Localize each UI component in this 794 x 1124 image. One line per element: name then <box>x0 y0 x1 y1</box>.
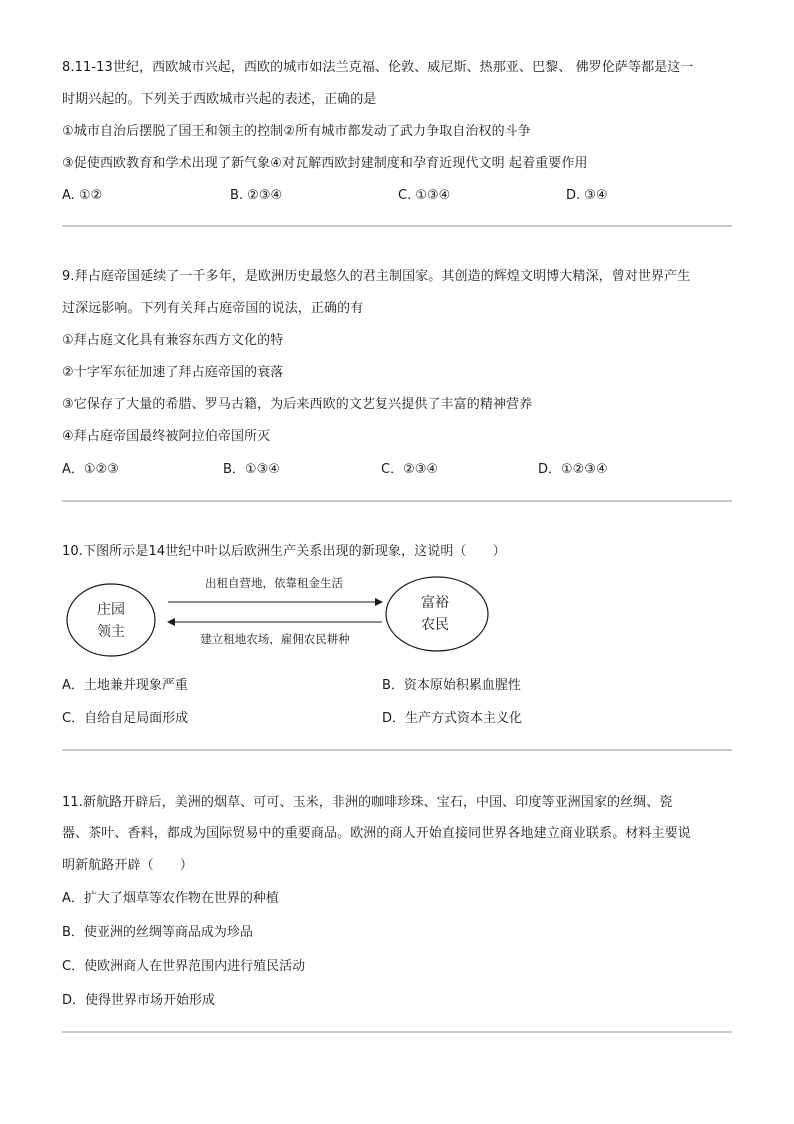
divider <box>62 1031 732 1033</box>
q8-statement-1-2: ①城市自治后摆脱了国王和领主的控制②所有城市都发动了武力争取自治权的斗争 <box>62 124 531 139</box>
q10-stem: 10.下图所示是14世纪中叶以后欧洲生产关系出现的新现象，这说明（ ） <box>62 544 506 559</box>
left-node-label-line2: 领主 <box>97 624 125 640</box>
q8-statement-3-4: ③促使西欧教育和学术出现了新气象④对瓦解西欧封建制度和孕育近现代文明 起着重要作用 <box>62 156 588 171</box>
q8-option-a[interactable]: A. ①② <box>62 188 103 203</box>
right-node-ellipse <box>386 577 488 651</box>
q9-statement-2: ②十字军东征加速了拜占庭帝国的衰落 <box>62 365 284 380</box>
q8-option-c[interactable]: C. ①③④ <box>398 188 451 203</box>
q9-stem-line1: 9.拜占庭帝国延续了一千多年，是欧洲历史最悠久的君主制国家。其创造的辉煌文明博大精深，曾对世界产生 <box>62 269 691 284</box>
q11-option-d[interactable]: D．使得世界市场开始形成 <box>62 993 216 1008</box>
q9-option-b[interactable]: B．①③④ <box>223 462 280 477</box>
q9-stem-line2: 过深远影响。下列有关拜占庭帝国的说法，正确的有 <box>62 301 364 316</box>
q9-option-d[interactable]: D．①②③④ <box>538 462 608 477</box>
q11-stem-line3: 明新航路开辟（ ） <box>62 858 194 873</box>
q9-statement-1: ①拜占庭文化具有兼容东西方文化的特 <box>62 333 284 348</box>
relationship-diagram <box>62 570 502 670</box>
q10-option-d[interactable]: D．生产方式资本主义化 <box>382 711 523 726</box>
left-node-ellipse <box>67 584 155 656</box>
q8-stem-line1: 8.11-13世纪，西欧城市兴起，西欧的城市如法兰克福、伦敦、威尼斯、热那亚、巴黎、 佛罗伦萨等都是这一 <box>62 60 694 75</box>
q11-stem-line1: 11.新航路开辟后，美洲的烟草、可可、玉米，非洲的咖啡珍珠、宝石，中国、印度等亚洲国家的丝绸、瓷 <box>62 795 673 810</box>
q10-option-c[interactable]: C．自给自足局面形成 <box>62 711 189 726</box>
q8-stem-line2: 时期兴起的。下列关于西欧城市兴起的表述，正确的是 <box>62 92 377 107</box>
q9-statement-3: ③它保存了大量的希腊、罗马古籍，为后来西欧的文艺复兴提供了丰富的精神营养 <box>62 397 533 412</box>
divider <box>62 749 732 751</box>
divider <box>62 500 732 502</box>
q11-option-a[interactable]: A．扩大了烟草等农作物在世界的种植 <box>62 891 279 906</box>
q11-option-b[interactable]: B．使亚洲的丝绸等商品成为珍品 <box>62 925 253 940</box>
left-node-label-line1: 庄园 <box>97 602 125 618</box>
q9-option-c[interactable]: C．②③④ <box>381 462 439 477</box>
right-node-label-line2: 农民 <box>421 617 449 633</box>
bottom-arrow-label: 建立租地农场，雇佣农民耕种 <box>200 632 350 646</box>
right-node-label-line1: 富裕 <box>421 595 449 611</box>
q11-stem-line2: 器、茶叶、香料，都成为国际贸易中的重要商品。欧洲的商人开始直接同世界各地建立商业联系。材料主要说 <box>62 826 691 841</box>
q10-option-a[interactable]: A．土地兼并现象严重 <box>62 678 188 693</box>
relationship-diagram-svg <box>62 570 502 670</box>
q9-statement-4: ④拜占庭帝国最终被阿拉伯帝国所灭 <box>62 429 271 444</box>
top-arrow-label: 出租自营地，依靠租金生活 <box>205 576 343 590</box>
q10-option-b[interactable]: B．资本原始积累血腥性 <box>382 678 521 693</box>
q8-option-d[interactable]: D. ③④ <box>566 188 608 203</box>
q9-option-a[interactable]: A．①②③ <box>62 462 119 477</box>
q8-option-b[interactable]: B. ②③④ <box>230 188 283 203</box>
divider <box>62 225 732 227</box>
q11-option-c[interactable]: C．使欧洲商人在世界范围内进行殖民活动 <box>62 959 306 974</box>
